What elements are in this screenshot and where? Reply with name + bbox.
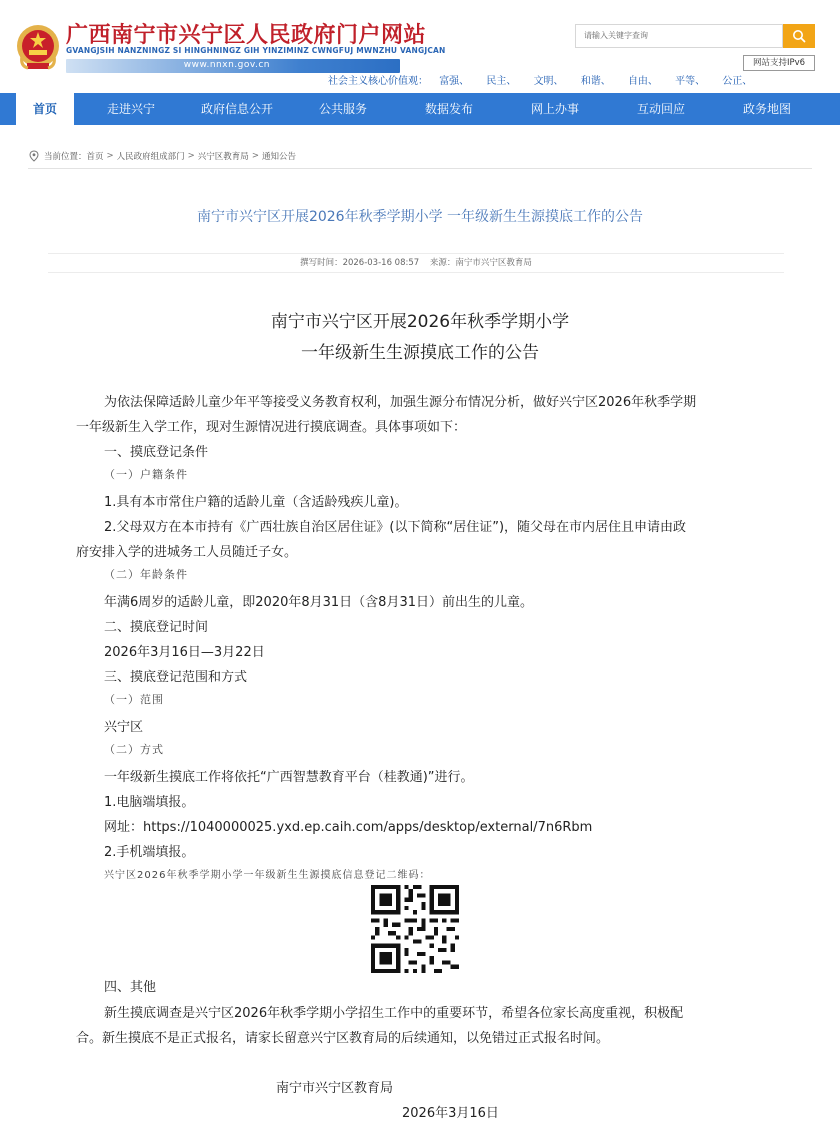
subsection-heading: （一）户籍条件 (104, 468, 188, 481)
breadcrumb-link[interactable]: 通知公告 (261, 152, 296, 162)
breadcrumb-separator: > (106, 151, 114, 161)
article-source: 来源：南宁市兴宁区教育局 (429, 258, 532, 268)
breadcrumb-divider (28, 168, 812, 169)
paragraph-line: 新生摸底调查是兴宁区2026年秋季学期小学招生工作中的重要环节，希望各位家长高度重视，积极配 (104, 1006, 684, 1021)
breadcrumb-link[interactable]: 兴宁区教育局 (197, 152, 249, 162)
paragraph-line: 为依法保障适龄儿童少年平等接受义务教育权利，加强生源分布情况分析，做好兴宁区2026年秋季学期 (104, 395, 697, 410)
nav-item-home[interactable]: 首页 (16, 93, 74, 125)
subsection-heading: （一）范围 (104, 693, 164, 706)
search-button[interactable] (783, 24, 815, 48)
core-value: 和谐、 (580, 76, 611, 87)
section-heading: 三、摸底登记范围和方式 (104, 670, 248, 685)
ipv6-badge: 网站支持IPv6 (743, 55, 815, 71)
nav-item-online-service[interactable]: 网上办事 (530, 102, 579, 116)
site-url: www.nnxn.gov.cn (183, 60, 270, 70)
search-input[interactable]: 请输入关键字查询 (575, 24, 783, 48)
qr-code-image (371, 885, 459, 973)
core-value: 文明、 (533, 76, 564, 87)
core-values-row (328, 72, 766, 87)
paragraph-line: 1.具有本市常住户籍的适龄儿童（含适龄残疾儿童)。 (104, 495, 408, 510)
site-title[interactable]: 广西南宁市兴宁区人民政府门户网站 (66, 23, 427, 48)
breadcrumb-link[interactable]: 首页 (86, 152, 104, 162)
document-heading-line2: 一年级新生生源摸底工作的公告 (301, 343, 539, 363)
breadcrumb-separator: > (187, 151, 195, 161)
breadcrumb-link[interactable]: 人民政府组成部门 (116, 152, 185, 162)
article-title: 南宁市兴宁区开展2026年秋季学期小学 一年级新生生源摸底工作的公告 (196, 209, 644, 225)
breadcrumb (28, 150, 296, 162)
article-meta (48, 253, 784, 273)
signature-org: 南宁市兴宁区教育局 (276, 1081, 394, 1096)
signature-date: 2026年3月16日 (402, 1106, 499, 1121)
core-value: 富强、 (439, 76, 470, 87)
nav-item-gov-info[interactable]: 政府信息公开 (200, 102, 273, 116)
paragraph-line: 2.父母双方在本市持有《广西壮族自治区居住证》(以下简称“居住证”)，随父母在市内居住且申请由政 (104, 520, 687, 535)
paragraph-line: 一年级新生入学工作，现对生源情况进行摸底调查。具体事项如下： (76, 420, 467, 435)
breadcrumb-prefix: 当前位置： (44, 152, 87, 162)
site-title-pinyin: GVANGJSIH NANZNINGZ SI HINGHNINGZ GIH YINZIMINZ CWNGFUJ MWNZHU VANGJCAN (66, 46, 446, 55)
document-heading-line1: 南宁市兴宁区开展2026年秋季学期小学 (270, 312, 570, 332)
paragraph-line: 2026年3月16日—3月22日 (104, 645, 265, 660)
paragraph-line: 1.电脑端填报。 (104, 795, 195, 810)
nav-item-about[interactable]: 走进兴宁 (106, 102, 155, 116)
site-header (0, 0, 840, 93)
paragraph-line: 年满6周岁的适龄儿童，即2020年8月31日（含8月31日）前出生的儿童。 (104, 595, 533, 610)
paragraph-line: 府安排入学的进城务工人员随迁子女。 (76, 545, 298, 560)
core-value: 公正、 (722, 76, 753, 87)
registration-url[interactable]: 网址：https://1040000025.yxd.ep.caih.com/apps/desktop/external/7n6Rbm (104, 820, 593, 835)
core-value: 自由、 (627, 76, 658, 87)
section-heading: 四、其他 (104, 980, 157, 995)
paragraph-line: 兴宁区 (104, 720, 144, 735)
subsection-heading: （二）方式 (104, 743, 164, 756)
nav-item-public-service[interactable]: 公共服务 (318, 102, 367, 116)
paragraph-line: 2.手机端填报。 (104, 845, 195, 860)
breadcrumb-separator: > (251, 151, 259, 161)
subsection-heading: （二）年龄条件 (104, 568, 188, 581)
nav-item-map[interactable]: 政务地图 (742, 102, 791, 116)
core-value: 平等、 (675, 76, 706, 87)
qr-caption: 兴宁区2026年秋季学期小学一年级新生生源摸底信息登记二维码： (104, 870, 431, 881)
core-value: 民主、 (486, 76, 517, 87)
nav-item-data[interactable]: 数据发布 (424, 102, 473, 116)
location-icon (28, 150, 40, 162)
section-heading: 一、摸底登记条件 (104, 445, 209, 460)
national-emblem-icon (14, 22, 62, 72)
site-url-bar (66, 59, 400, 73)
section-heading: 二、摸底登记时间 (104, 620, 209, 635)
paragraph-line: 一年级新生摸底工作将依托“广西智慧教育平台（桂教通)”进行。 (104, 770, 474, 785)
paragraph-line: 合。新生摸底不是正式报名，请家长留意兴宁区教育局的后续通知，以免错过正式报名时间。 (76, 1031, 610, 1046)
main-nav (0, 93, 840, 125)
search-icon (792, 29, 806, 43)
nav-item-interaction[interactable]: 互动回应 (636, 102, 685, 116)
core-values-label: 社会主义核心价值观： (328, 76, 428, 87)
article-time: 撰写时间：2026-03-16 08:57 (300, 258, 420, 268)
